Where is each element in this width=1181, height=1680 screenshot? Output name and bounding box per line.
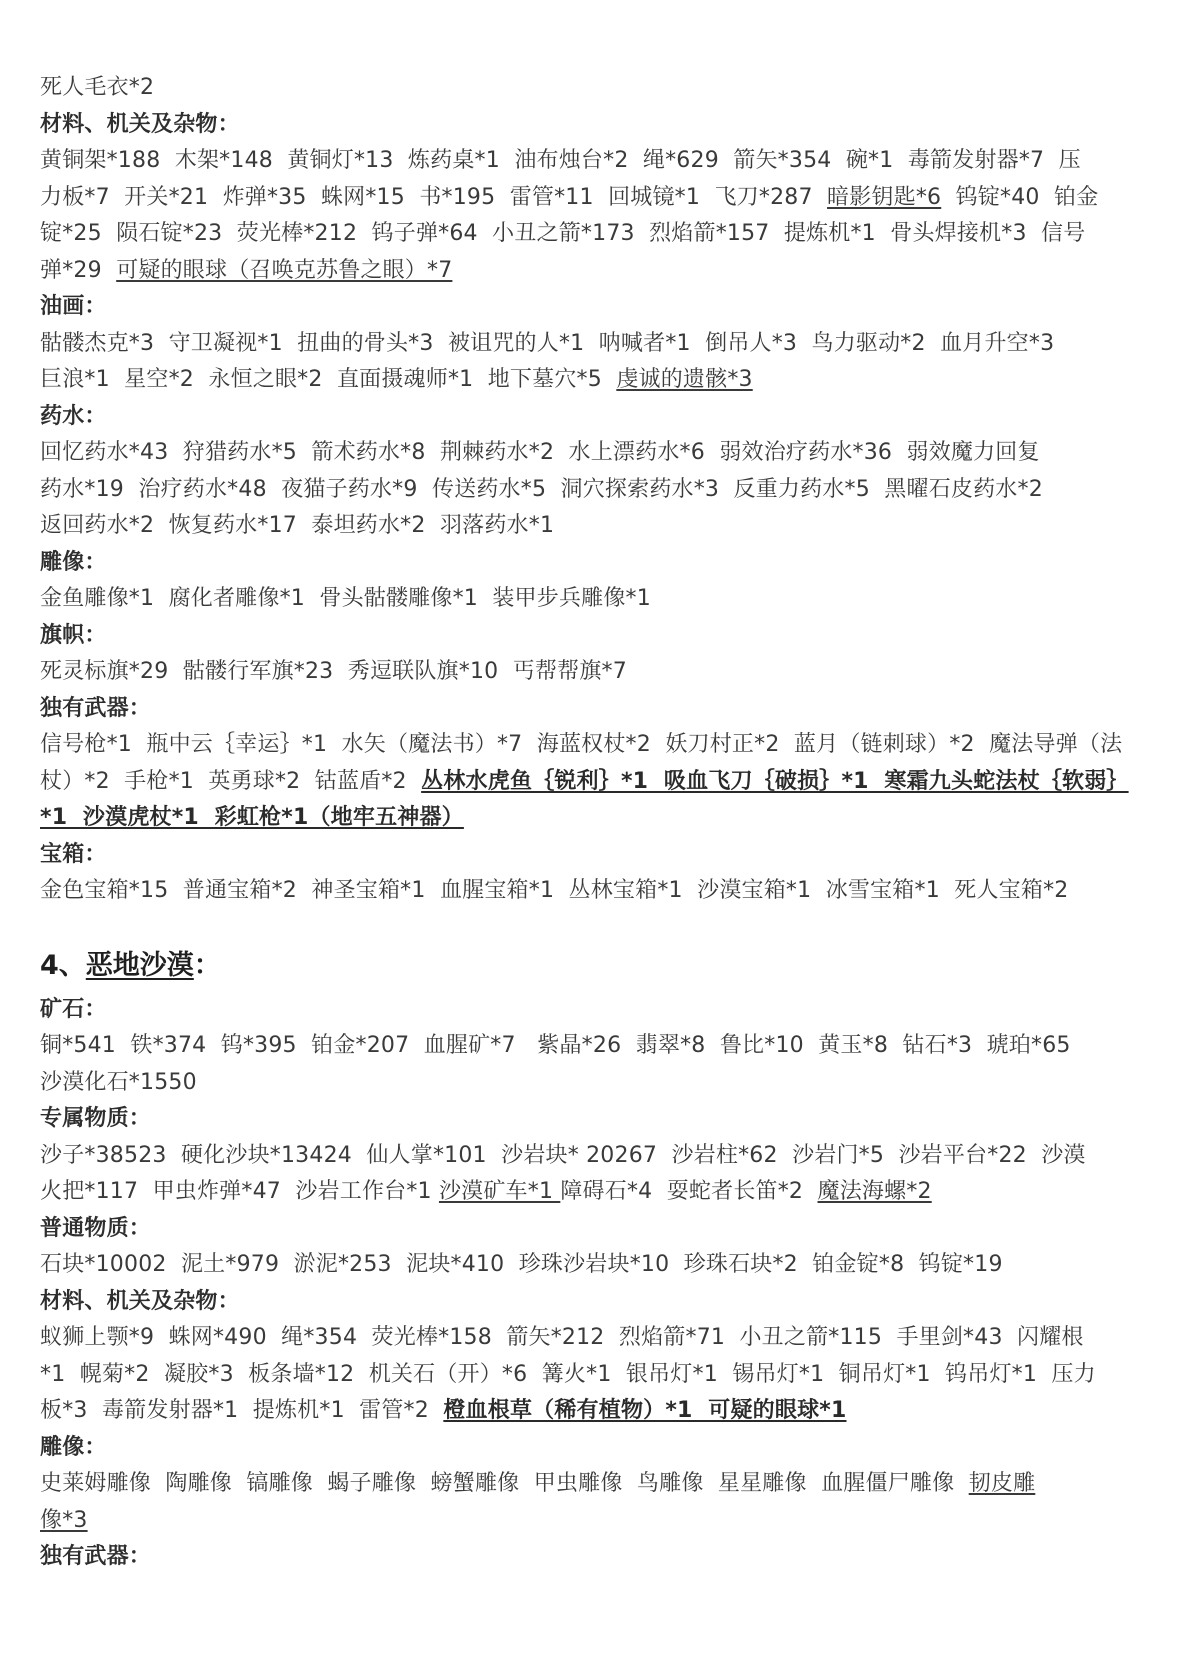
text-segment: 板*3 毒箭发射器*1 提炼机*1 雷管*2 (40, 1398, 444, 1423)
text-segment: 独有武器： (40, 695, 152, 721)
text-segment: 普通物质： (40, 1215, 152, 1241)
text-segment: 杖）*2 手枪*1 英勇球*2 钴蓝盾*2 (40, 768, 422, 794)
category-heading (40, 1211, 1150, 1248)
highlighted-text: 虔诚的遗骸*3 (616, 367, 753, 392)
category-heading (40, 289, 1150, 326)
text-segment: 宝箱： (40, 841, 107, 867)
text-line (40, 362, 1150, 399)
text-segment: 金色宝箱*15 普通宝箱*2 神圣宝箱*1 血腥宝箱*1 丛林宝箱*1 沙漠宝箱*1 冰雪宝箱*1 死人宝箱*2 (40, 878, 1069, 903)
text-line (40, 764, 1150, 801)
highlighted-text: 像*3 (40, 1507, 88, 1533)
text-line (40, 70, 1150, 107)
text-segment: 金鱼雕像*1 腐化者雕像*1 骨头骷髅雕像*1 装甲步兵雕像*1 (40, 586, 651, 611)
text-line (40, 1357, 1150, 1394)
text-line (40, 180, 1150, 217)
text-segment: 雕像： (40, 549, 107, 575)
category-heading (40, 992, 1150, 1029)
text-segment: 死人毛衣*2 (40, 75, 155, 100)
text-segment: 骷髅杰克*3 守卫凝视*1 扭曲的骨头*3 被诅咒的人*1 呐喊者*1 倒吊人*3 鸟力驱动*2 血月升空*3 (40, 330, 1055, 356)
text-line (40, 800, 1150, 837)
highlighted-text: 暗影钥匙*6 (827, 184, 942, 210)
category-heading (40, 1284, 1150, 1321)
text-line (40, 727, 1150, 764)
text-segment: 弹*29 (40, 257, 117, 283)
text-line (40, 143, 1150, 180)
category-heading (40, 618, 1150, 655)
text-line (40, 1466, 1150, 1503)
text-segment: 铜*541 铁*374 钨*395 铂金*207 血腥矿*7 紫晶*26 翡翠*8 鲁比*10 黄玉*8 钻石*3 琥珀*65 (40, 1033, 1071, 1058)
category-heading (40, 399, 1150, 436)
text-segment: *1 幌菊*2 凝胶*3 板条墙*12 机关石（开）*6 篝火*1 银吊灯*1 锡吊灯*1 铜吊灯*1 钨吊灯*1 压力 (40, 1361, 1096, 1387)
text-segment: 石块*10002 泥土*979 淤泥*253 泥块*410 珍珠沙岩块*10 珍珠石块*2 铂金锭*8 钨锭*19 (40, 1252, 1003, 1277)
text-line (40, 654, 1150, 691)
text-line (40, 435, 1150, 472)
text-segment: 巨浪*1 星空*2 永恒之眼*2 直面摄魂师*1 地下墓穴*5 (40, 367, 617, 392)
text-segment: 药水： (40, 403, 107, 429)
category-heading (40, 1539, 1150, 1576)
text-segment: 蚁狮上颚*9 蛛网*490 绳*354 荧光棒*158 箭矢*212 烈焰箭*71 小丑之箭*115 手里剑*43 闪耀根 (40, 1325, 1084, 1350)
text-line (40, 1028, 1150, 1065)
text-line (40, 216, 1150, 253)
highlighted-text: 可疑的眼球（召唤克苏鲁之眼）*7 (116, 257, 453, 283)
category-heading (40, 691, 1150, 728)
text-segment: 药水*19 治疗药水*48 夜猫子药水*9 传送药水*5 洞穴探索药水*3 反重力药水*5 黑曜石皮药水*2 (40, 476, 1043, 502)
text-line (40, 1247, 1150, 1284)
category-heading (40, 107, 1150, 144)
text-segment: 黄铜架*188 木架*148 黄铜灯*13 炼药桌*1 油布烛台*2 绳*629 箭矢*354 碗*1 毒箭发射器*7 压 (40, 148, 1081, 173)
text-segment: 4、 (40, 949, 86, 981)
category-heading (40, 545, 1150, 582)
text-line (40, 1138, 1150, 1175)
text-segment: 材料、机关及杂物： (40, 1288, 240, 1314)
text-line (40, 581, 1150, 618)
text-segment: 独有武器： (40, 1544, 152, 1569)
text-line (40, 1174, 1150, 1211)
text-segment: ： (193, 949, 221, 981)
text-segment: 史莱姆雕像 陶雕像 镐雕像 蝎子雕像 螃蟹雕像 甲虫雕像 鸟雕像 星星雕像 血腥僵尸雕像 (40, 1471, 969, 1496)
section-title: 恶地沙漠 (85, 949, 194, 981)
text-segment: 火把*117 甲虫炸弹*47 沙岩工作台*1 (40, 1179, 439, 1204)
text-segment: 力板*7 开关*21 炸弹*35 蛛网*15 书*195 雷管*11 回城镜*1 飞刀*287 (40, 184, 828, 210)
text-segment: 回忆药水*43 狩猎药水*5 箭术药水*8 荆棘药水*2 水上漂药水*6 弱效治疗药水*36 弱效魔力回复 (40, 440, 1040, 465)
text-segment: 钨锭*40 铂金 (941, 184, 1099, 210)
text-segment: 油画： (40, 294, 107, 319)
text-line (40, 1393, 1150, 1430)
text-segment: 锭*25 陨石锭*23 荧光棒*212 钨子弹*64 小丑之箭*173 烈焰箭*157 提炼机*1 骨头焊接机*3 信号 (40, 221, 1086, 246)
text-segment: 旗帜： (40, 622, 107, 648)
text-segment: 返回药水*2 恢复药水*17 泰坦药水*2 羽落药水*1 (40, 513, 555, 538)
category-heading (40, 1101, 1150, 1138)
highlighted-text: 丛林水虎鱼｛锐利｝*1 吸血飞刀｛破损｝*1 寒霜九头蛇法杖｛软弱｝ (421, 768, 1129, 794)
highlighted-text: 橙血根草（稀有植物）*1 可疑的眼球*1 (443, 1398, 847, 1423)
text-segment: 信号枪*1 瓶中云｛幸运｝*1 水矢（魔法书）*7 海蓝权杖*2 妖刀村正*2 蓝月（链刺球）*2 魔法导弹（法 (40, 732, 1123, 757)
text-line (40, 253, 1150, 290)
text-line (40, 508, 1150, 545)
text-line (40, 1503, 1150, 1540)
category-heading (40, 1430, 1150, 1467)
text-line (40, 1320, 1150, 1357)
text-segment: 矿石： (40, 996, 107, 1022)
text-segment: 材料、机关及杂物： (40, 111, 240, 137)
section-heading (40, 944, 1150, 988)
text-line (40, 472, 1150, 509)
text-line (40, 873, 1150, 910)
highlighted-text: 沙漠矿车*1 (438, 1179, 561, 1204)
text-segment: 沙子*38523 硬化沙块*13424 仙人掌*101 沙岩块* 20267 沙岩柱*62 沙岩门*5 沙岩平台*22 沙漠 (40, 1142, 1086, 1168)
highlighted-text: 魔法海螺*2 (817, 1179, 932, 1204)
text-segment: 专属物质： (40, 1106, 152, 1131)
text-segment: 死灵标旗*29 骷髅行军旗*23 秀逗联队旗*10 丐帮帮旗*7 (40, 659, 627, 684)
category-heading (40, 837, 1150, 874)
text-line (40, 326, 1150, 363)
highlighted-text: 韧皮雕 (968, 1471, 1036, 1496)
document-body (40, 70, 1150, 1576)
text-segment: 沙漠化石*1550 (40, 1069, 197, 1095)
text-line (40, 1065, 1150, 1102)
text-segment: 障碍石*4 耍蛇者长笛*2 (560, 1179, 818, 1204)
highlighted-text: *1 沙漠虎杖*1 彩虹枪*1（地牢五神器） (40, 805, 464, 830)
text-segment: 雕像： (40, 1434, 107, 1460)
